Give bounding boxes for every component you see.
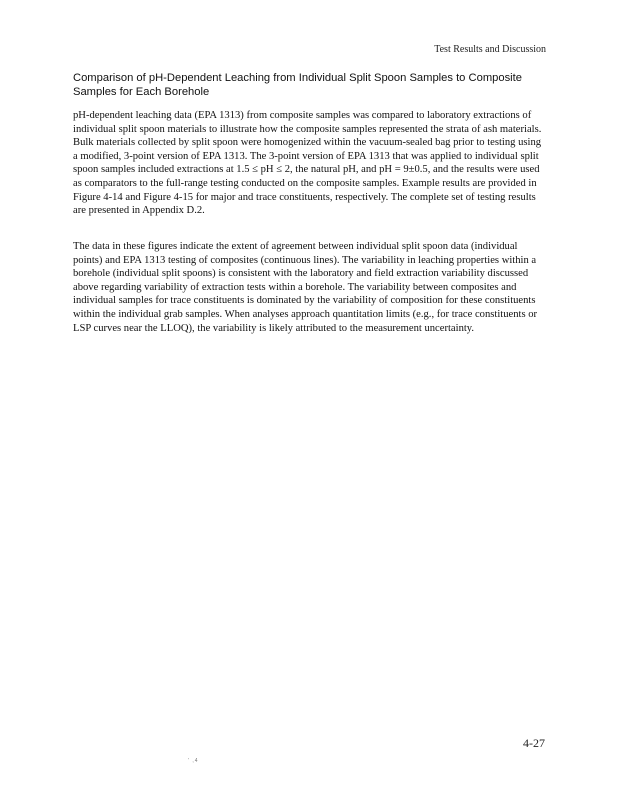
body-paragraph-2: The data in these figures indicate the extent of agreement between individual split spoon data (individual points) and EPA 1313 testing of composites (continuous lines). The variability in leaching properties within a borehole (individual split spoons) is consistent with the laboratory and field extraction variability discussed above regarding variability of extraction tests within a borehole. The variability between composites and individual samples for trace constituents is dominated by the variability of composition for these constituents within the individual grab samples. When analyses approach quantitation limits (e.g., for trace constituents or LSP curves near the LLOQ), the variability is likely attributed to the measurement uncertainty.	[73, 241, 538, 334]
running-header: Test Results and Discussion	[434, 44, 546, 55]
page-number: 4-27	[523, 736, 545, 750]
section-heading: Comparison of pH-Dependent Leaching from Individual Split Spoon Samples to Composite Samples for Each Borehole	[73, 72, 522, 98]
body-paragraph-1: pH-dependent leaching data (EPA 1313) from composite samples was compared to laboratory extractions of individual split spoon materials to illustrate how the composite samples represented the strata of ash materials. Bulk materials collected by split spoon were homogenized within the vacuum-sealed bag prior to testing using a modified, 3-point version of EPA 1313. The 3-point version of EPA 1313 that was applied to individual split spoon samples included extractions at 1.5 ≤ pH ≤ 2, the natural pH, and pH = 9±0.5, and the results were used as comparators to the full-range testing conducted on the composite samples. Example results are provided in Figure 4-14 and Figure 4-15 for major and trace constituents, respectively. The complete set of testing results are presented in Appendix D.2.	[73, 110, 542, 217]
footer-mark: ' ,4	[188, 758, 199, 764]
